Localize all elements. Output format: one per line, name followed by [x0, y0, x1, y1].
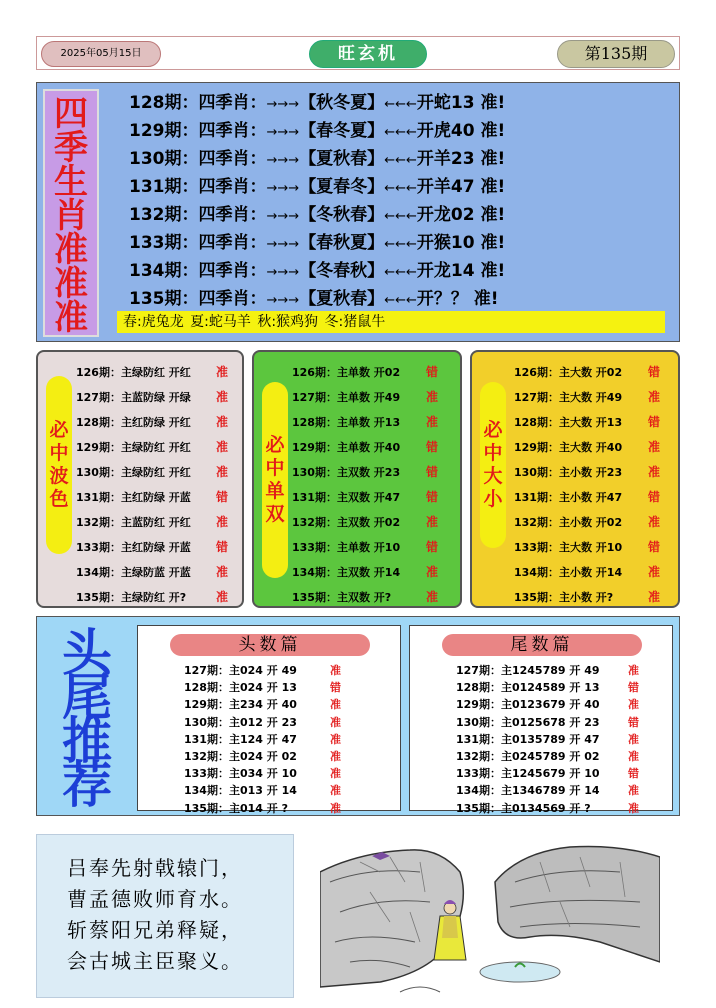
head-number-title: 头数篇	[170, 634, 370, 656]
item-text: 127期：主大数 开49	[514, 391, 623, 404]
result-badge: 错	[648, 415, 661, 429]
title-char: 推	[62, 711, 112, 770]
title-char: 必	[265, 434, 285, 456]
item-text: 126期：主单数 开02	[292, 366, 401, 379]
result-badge: 准	[426, 415, 439, 429]
arrow-left-icon: ←←←	[384, 97, 417, 112]
result-badge: 准	[330, 698, 341, 712]
poem-line: 吕奉先射戟辕门，	[67, 856, 243, 880]
arrow-right-icon: →→→	[266, 153, 300, 168]
season-group: 【夏秋春】	[299, 149, 385, 169]
result-badge: 准	[330, 732, 341, 746]
item-text: 133期：主1245679 开 10	[456, 767, 600, 781]
arrow-right-icon: →→→	[266, 265, 300, 280]
result-badge: 准	[628, 784, 639, 798]
season-row	[129, 285, 505, 313]
season-period: 134期：四季肖：	[129, 261, 267, 281]
head-tail-vertical-title	[47, 623, 127, 814]
poem-line: 会古城主臣聚义。	[67, 949, 243, 973]
date-badge: 2025年05月15日	[41, 41, 161, 67]
season-row	[129, 201, 505, 229]
big-small-list	[514, 360, 661, 610]
list-item	[184, 696, 341, 713]
title-char: 头	[62, 623, 112, 682]
item-text: 127期：主024 开 49	[184, 664, 297, 677]
season-result: 开龙14 准!	[416, 261, 506, 281]
result-badge: 准	[628, 732, 639, 746]
item-text: 132期：主蓝防红 开红	[76, 516, 191, 529]
arrow-left-icon: ←←←	[384, 125, 417, 140]
title-char: 四	[54, 94, 88, 134]
result-badge: 准	[648, 465, 661, 479]
result-badge: 准	[426, 390, 439, 404]
season-group: 【春冬夏】	[299, 121, 385, 141]
head-number-box	[137, 625, 401, 815]
item-text: 132期：主双数 开02	[292, 516, 401, 529]
title-char: 双	[265, 503, 285, 525]
list-item	[292, 360, 439, 385]
list-item	[456, 765, 639, 782]
tail-number-list	[456, 662, 639, 817]
list-item	[184, 782, 341, 799]
result-badge: 准	[648, 590, 661, 604]
result-badge: 准	[628, 698, 639, 712]
item-text: 128期：主大数 开13	[514, 416, 623, 429]
item-text: 128期：主红防绿 开红	[76, 416, 191, 429]
season-row	[129, 229, 505, 257]
title-char: 必	[483, 419, 503, 441]
list-item	[184, 748, 341, 765]
list-item	[456, 679, 639, 696]
item-text: 131期：主124 开 47	[184, 732, 297, 746]
item-text: 129期：主绿防红 开红	[76, 441, 191, 454]
season-period: 130期：四季肖：	[129, 149, 267, 169]
item-text: 129期：主234 开 40	[184, 698, 297, 712]
page-title: 旺玄机	[309, 40, 427, 68]
item-text: 131期：主双数 开47	[292, 491, 401, 504]
list-item	[514, 510, 661, 535]
wave-color-title	[46, 376, 72, 554]
item-text: 133期：主红防绿 开蓝	[76, 541, 191, 554]
arrow-right-icon: →→→	[266, 97, 300, 112]
result-badge: 错	[426, 540, 439, 554]
item-text: 135期：主0134569 开 ?	[456, 801, 591, 815]
item-text: 127期：主蓝防绿 开绿	[76, 391, 191, 404]
list-item	[514, 360, 661, 385]
season-period: 133期：四季肖：	[129, 233, 267, 253]
season-result: 开蛇13 准!	[416, 93, 506, 113]
item-text: 127期：主1245789 开 49	[456, 664, 600, 677]
result-badge: 错	[426, 465, 439, 479]
item-text: 134期：主013 开 14	[184, 784, 297, 798]
list-item	[76, 435, 229, 460]
result-badge: 错	[648, 490, 661, 504]
item-text: 126期：主大数 开02	[514, 366, 623, 379]
season-period: 135期：四季肖：	[129, 289, 267, 309]
list-item	[514, 585, 661, 610]
result-badge: 准	[648, 390, 661, 404]
title-char: 色	[49, 488, 69, 510]
item-text: 135期：主绿防红 开?	[76, 591, 187, 604]
result-badge: 错	[216, 540, 229, 554]
head-tail-panel	[36, 616, 680, 816]
list-item	[456, 662, 639, 679]
item-text: 133期：主单数 开10	[292, 541, 401, 554]
wave-color-panel	[36, 350, 244, 608]
item-text: 128期：主024 开 13	[184, 681, 297, 695]
wave-list	[76, 360, 229, 610]
season-group: 【春秋夏】	[299, 233, 385, 253]
odd-even-title	[262, 382, 288, 578]
list-item	[456, 782, 639, 799]
result-badge: 错	[648, 540, 661, 554]
result-badge: 准	[426, 515, 439, 529]
item-text: 131期：主红防绿 开蓝	[76, 491, 191, 504]
season-legend: 春:虎兔龙 夏:蛇马羊 秋:猴鸡狗 冬:猪鼠牛	[117, 311, 665, 333]
list-item	[292, 485, 439, 510]
poem-box	[36, 834, 294, 998]
item-text: 129期：主单数 开40	[292, 441, 401, 454]
item-text: 126期：主绿防红 开红	[76, 366, 191, 379]
title-char: 波	[49, 465, 69, 487]
poem-line: 曹孟德败师育水。	[67, 887, 243, 911]
tail-number-box	[409, 625, 673, 815]
list-item	[514, 385, 661, 410]
item-text: 132期：主小数 开02	[514, 516, 623, 529]
list-item	[76, 535, 229, 560]
result-badge: 错	[330, 681, 341, 695]
tail-number-title: 尾数篇	[442, 634, 642, 656]
item-text: 135期：主双数 开?	[292, 591, 392, 604]
list-item	[184, 714, 341, 731]
title-char: 中	[483, 442, 503, 464]
result-badge: 准	[330, 664, 341, 677]
title-char: 必	[49, 419, 69, 441]
poem-line: 斩蔡阳兄弟释疑，	[67, 918, 243, 942]
list-item	[184, 765, 341, 782]
result-badge: 准	[216, 590, 229, 604]
title-char: 肖	[54, 196, 88, 236]
list-item	[76, 385, 229, 410]
season-group: 【秋冬夏】	[299, 93, 385, 113]
season-period: 129期：四季肖：	[129, 121, 267, 141]
title-char: 大	[483, 465, 503, 487]
result-badge: 错	[648, 365, 661, 379]
list-item	[456, 714, 639, 731]
season-row	[129, 173, 505, 201]
title-char: 荐	[62, 755, 112, 814]
list-item	[292, 435, 439, 460]
list-item	[184, 679, 341, 696]
title-char: 小	[483, 488, 503, 510]
arrow-left-icon: ←←←	[384, 293, 417, 308]
season-row	[129, 89, 505, 117]
season-result: 开龙02 准!	[416, 205, 506, 225]
arrow-left-icon: ←←←	[384, 265, 417, 280]
item-text: 133期：主大数 开10	[514, 541, 623, 554]
title-char: 中	[265, 457, 285, 479]
arrow-left-icon: ←←←	[384, 237, 417, 252]
item-text: 129期：主0123679 开 40	[456, 698, 600, 712]
list-item	[456, 800, 639, 817]
big-small-panel	[470, 350, 680, 608]
arrow-left-icon: ←←←	[384, 153, 417, 168]
season-row	[129, 117, 505, 145]
item-text: 129期：主大数 开40	[514, 441, 623, 454]
result-badge: 准	[648, 565, 661, 579]
item-text: 130期：主绿防红 开红	[76, 466, 191, 479]
result-badge: 错	[426, 490, 439, 504]
title-char: 单	[265, 480, 285, 502]
result-badge: 准	[330, 767, 341, 781]
result-badge: 准	[216, 365, 229, 379]
result-badge: 准	[330, 749, 341, 763]
result-badge: 准	[216, 565, 229, 579]
list-item	[514, 435, 661, 460]
list-item	[184, 662, 341, 679]
result-badge: 准	[628, 664, 639, 677]
arrow-right-icon: →→→	[266, 181, 300, 196]
season-result: 开羊47 准!	[416, 177, 506, 197]
header-bar	[36, 36, 680, 70]
odd-even-list	[292, 360, 439, 610]
list-item	[292, 460, 439, 485]
result-badge: 准	[216, 415, 229, 429]
list-item	[456, 748, 639, 765]
season-vertical-title	[43, 89, 99, 337]
result-badge: 准	[216, 440, 229, 454]
result-badge: 错	[628, 681, 639, 695]
result-badge: 准	[216, 515, 229, 529]
result-badge: 准	[330, 715, 341, 729]
list-item	[292, 585, 439, 610]
season-list	[129, 89, 505, 313]
season-period: 128期：四季肖：	[129, 93, 267, 113]
arrow-right-icon: →→→	[266, 125, 300, 140]
arrow-right-icon: →→→	[266, 237, 300, 252]
head-number-list	[184, 662, 341, 817]
list-item	[292, 510, 439, 535]
result-badge: 错	[628, 715, 639, 729]
season-period: 132期：四季肖：	[129, 205, 267, 225]
item-text: 134期：主1346789 开 14	[456, 784, 600, 798]
result-badge: 准	[330, 801, 341, 815]
season-result: 开？？ 准!	[416, 289, 499, 309]
season-zodiac-panel	[36, 82, 680, 342]
list-item	[76, 410, 229, 435]
list-item	[292, 385, 439, 410]
item-text: 133期：主034 开 10	[184, 767, 297, 781]
result-badge: 准	[628, 801, 639, 815]
result-badge: 准	[648, 515, 661, 529]
list-item	[76, 460, 229, 485]
list-item	[292, 560, 439, 585]
list-item	[514, 460, 661, 485]
result-badge: 错	[628, 767, 639, 781]
item-text: 130期：主小数 开23	[514, 466, 623, 479]
arrow-left-icon: ←←←	[384, 181, 417, 196]
result-badge: 错	[426, 440, 439, 454]
list-item	[76, 360, 229, 385]
item-text: 134期：主绿防蓝 开蓝	[76, 566, 191, 579]
arrow-right-icon: →→→	[266, 209, 300, 224]
season-row	[129, 257, 505, 285]
arrow-left-icon: ←←←	[384, 209, 417, 224]
odd-even-panel	[252, 350, 462, 608]
season-period: 131期：四季肖：	[129, 177, 267, 197]
title-char: 准	[54, 230, 88, 270]
title-char: 生	[54, 162, 88, 202]
item-text: 128期：主单数 开13	[292, 416, 401, 429]
item-text: 128期：主0124589 开 13	[456, 681, 600, 695]
result-badge: 错	[426, 365, 439, 379]
item-text: 130期：主0125678 开 23	[456, 715, 600, 729]
season-group: 【冬春秋】	[299, 261, 385, 281]
result-badge: 准	[426, 565, 439, 579]
season-result: 开猴10 准!	[416, 233, 506, 253]
arrow-right-icon: →→→	[266, 293, 300, 308]
item-text: 132期：主0245789 开 02	[456, 749, 600, 763]
item-text: 132期：主024 开 02	[184, 749, 297, 763]
list-item	[514, 560, 661, 585]
title-char: 中	[49, 442, 69, 464]
list-item	[514, 485, 661, 510]
result-badge: 准	[648, 440, 661, 454]
cliff-illustration	[320, 842, 660, 994]
item-text: 130期：主012 开 23	[184, 715, 297, 729]
result-badge: 准	[216, 390, 229, 404]
season-result: 开虎40 准!	[416, 121, 506, 141]
list-item	[456, 731, 639, 748]
big-small-title	[480, 382, 506, 548]
item-text: 134期：主双数 开14	[292, 566, 401, 579]
title-char: 准	[54, 264, 88, 304]
season-group: 【夏秋春】	[299, 289, 385, 309]
season-row	[129, 145, 505, 173]
season-result: 开羊23 准!	[416, 149, 506, 169]
list-item	[184, 800, 341, 817]
list-item	[184, 731, 341, 748]
list-item	[76, 560, 229, 585]
title-char: 尾	[62, 667, 112, 726]
list-item	[76, 485, 229, 510]
list-item	[292, 410, 439, 435]
item-text: 130期：主双数 开23	[292, 466, 401, 479]
result-badge: 准	[330, 784, 341, 798]
title-char: 准	[54, 298, 88, 338]
result-badge: 准	[216, 465, 229, 479]
item-text: 131期：主小数 开47	[514, 491, 623, 504]
result-badge: 错	[216, 490, 229, 504]
list-item	[514, 410, 661, 435]
list-item	[292, 535, 439, 560]
result-badge: 准	[426, 590, 439, 604]
item-text: 131期：主0135789 开 47	[456, 732, 600, 746]
season-group: 【冬秋春】	[299, 205, 385, 225]
list-item	[456, 696, 639, 713]
issue-badge: 第135期	[557, 40, 675, 68]
item-text: 127期：主单数 开49	[292, 391, 401, 404]
season-group: 【夏春冬】	[299, 177, 385, 197]
item-text: 135期：主小数 开?	[514, 591, 614, 604]
title-char: 季	[54, 128, 88, 168]
result-badge: 准	[628, 749, 639, 763]
list-item	[514, 535, 661, 560]
list-item	[76, 585, 229, 610]
list-item	[76, 510, 229, 535]
item-text: 134期：主小数 开14	[514, 566, 623, 579]
item-text: 135期：主014 开 ?	[184, 801, 288, 815]
